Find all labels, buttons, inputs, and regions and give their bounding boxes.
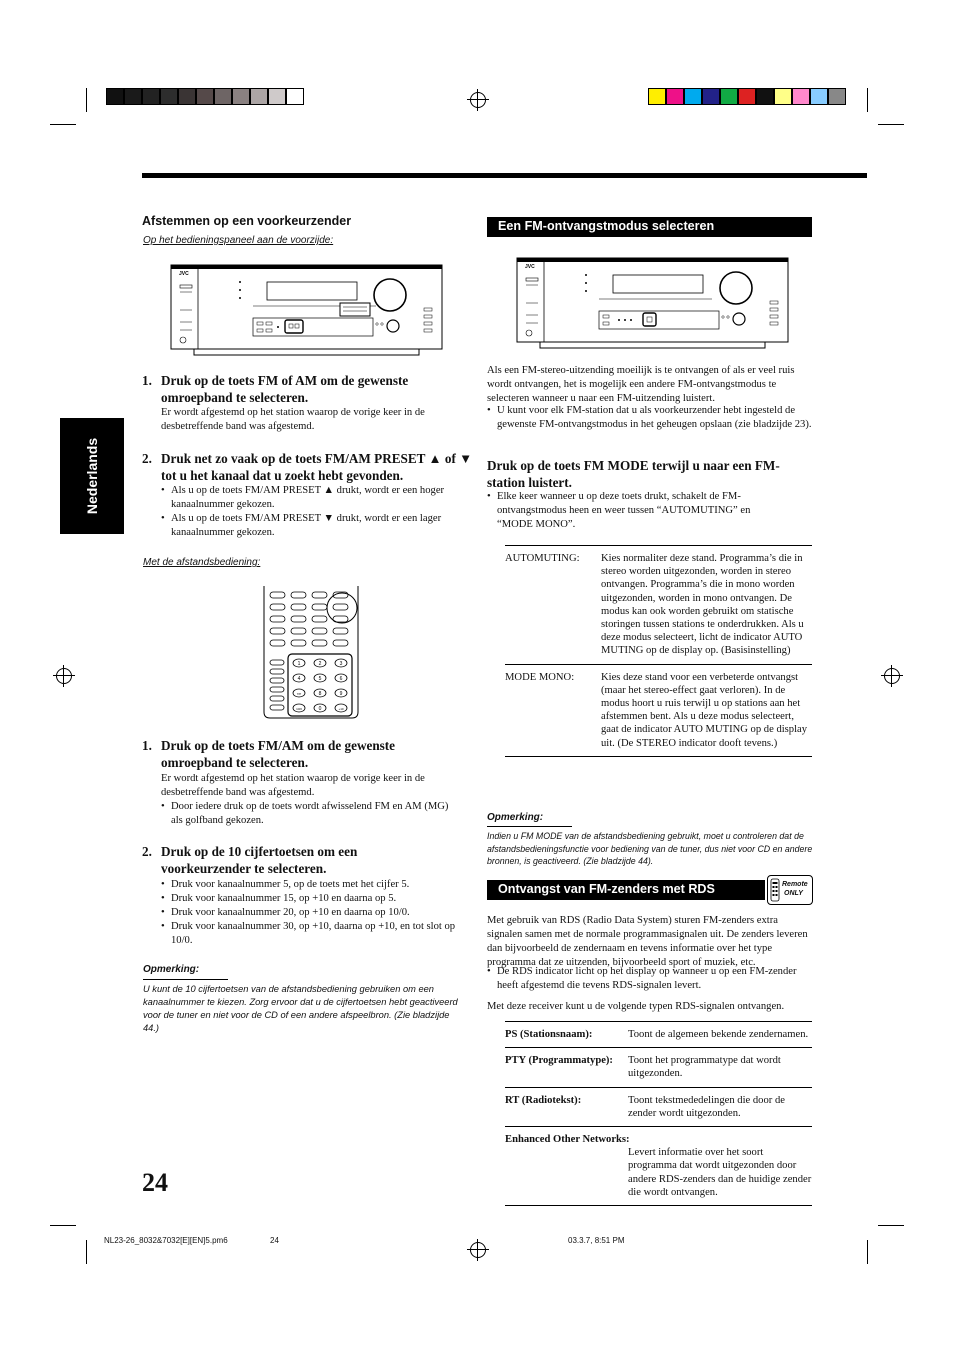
remote-number-label: +10 [338,706,344,711]
panel-label: Op het bedieningspaneel aan de voorzijde: [143,235,334,246]
remote-label: Met de afstandsbediening: [143,557,261,568]
page-number: 24 [142,1168,168,1197]
rds-types-intro: Met deze receiver kunt u de volgende typen RDS-signalen ontvangen. [487,1001,785,1012]
footer-page: 24 [270,1236,279,1245]
rds-value: Levert informatie over het soort programma dat wordt uitgezonden door andere RDS-zenders dan de huidige zender die wordt ontvangen. [628,1147,812,1198]
table-row [505,1087,812,1126]
color-swatch [738,88,756,105]
bullet-item: • Elke keer wanneer u op deze toets drukt, schakelt de FM-ontvangstmodus heen en weer tussen “AUTOMUTING” en “MODE MONO”. [487,490,787,532]
color-swatch [720,88,738,105]
color-swatch [774,88,792,105]
remote-button [291,592,306,598]
language-tab-label: Nederlands [84,437,100,515]
remote-number-label: 1 [297,660,301,667]
section-heading: Afstemmen op een voorkeurzender [142,214,352,228]
rds-key: RT (Radiotekst): [505,1094,582,1106]
bullet-item: • Druk voor kanaalnummer 5, op de toets met het cijfer 5. [161,878,461,892]
remote-button [270,669,284,674]
note-text: Indien u FM MODE van de afstandsbediening gebruikt, moet u controleren dat de afstandsbedieningsfunctie voor bediening van de tuner, dus niet voor CD en andere bronnen, is geactiveerd. (Zie bladzijde 44). [487,831,813,866]
rds-key: PS (Stationsnaam): [505,1029,593,1040]
color-swatch [124,88,142,105]
color-swatch [142,88,160,105]
bullet-item: • Als u op de toets FM/AM PRESET ▼ drukt, wordt er een lager kanaalnummer gekozen. [161,512,461,540]
bullet-item: • Als u op de toets FM/AM PRESET ▲ drukt, wordt er een hoger kanaalnummer gekozen. [161,484,461,512]
step-number: 1. [142,738,152,753]
remote-button [312,616,327,622]
table-row [505,1048,812,1087]
rds-enhanced-cell [505,1127,812,1206]
note-rule [143,979,228,980]
mode-value: Kies normaliter deze stand. Programma’s die in stereo worden uitgezonden, worden in stereo ontvangen. Programma’s die in mono worden uitgezonden, worden in mono ontvangen. De modus kan ook worden gebruikt om statische storingen tussen stations te onderdrukken. Als u deze modus selecteert, licht de indicator AUTO MUTING op de display op. (Basisinstelling) [601,553,804,657]
svg-text:JVC: JVC [525,264,535,270]
table-row [505,1022,812,1048]
footer-datetime: 03.3.7, 8:51 PM [568,1236,625,1245]
color-swatch [232,88,250,105]
remote-button [291,628,306,634]
mode-value: Kies deze stand voor een verbeterde ontvangst (maar het stereo-effect gaat verloren). In de modus hoort u ruis terwijl u op stations aan het afstemmen bent. Als u deze modus selecteert, gaat de indicator AUTO MUTING op de display uit. (De STEREO indicator dooft tevens.) [601,671,808,749]
color-swatch [196,88,214,105]
step-number: 2. [142,451,152,466]
remote-button [291,604,306,610]
step-bullets [161,800,461,828]
fm-mode-table [505,545,812,757]
remote-button [270,592,285,598]
rds-bullets [487,965,807,993]
remote-number-label: 0 [318,705,322,712]
step-title: Druk op de toets FM/AM om de gewenste omroepband te selecteren. [161,738,396,770]
color-swatch [684,88,702,105]
remote-button [270,678,284,683]
rds-value: Toont de algemeen bekende zendernamen. [628,1029,809,1040]
remote-number-label: 9 [339,690,343,697]
bullet-item: • De RDS indicator licht op het display op wanneer u op een FM-zender heeft afgestemd die tevens RDS-signalen levert. [487,965,807,993]
remote-number-label: 5 [318,675,322,682]
rds-key: PTY (Programmatype): [505,1055,613,1067]
color-swatch [702,88,720,105]
rds-value: Toont het programmatype dat wordt uitgezonden. [628,1055,781,1080]
remote-number-label: 6 [339,675,343,682]
receiver-front-panel-illustration [516,255,790,353]
note-heading: Opmerking: [487,812,544,823]
step-bullets [161,878,461,948]
step-title: Druk op de 10 cijfertoetsen om een voorkeurzender te selecteren. [161,844,358,876]
remote-button [270,687,284,692]
rds-value: Toont tekstmededelingen die door de zender wordt uitgezonden. [628,1094,785,1119]
remote-button [333,604,348,610]
remote-button [270,660,284,665]
footer-file: NL23-26_8032&7032[E][EN]5.pm6 [104,1236,228,1245]
note-rule [487,826,572,827]
section-banner-fm-mode [487,217,812,237]
note-text: U kunt de 10 cijfertoetsen van de afstandsbediening gebruiken om een kanaalnummer te kiezen. Zorg ervoor dat u de cijfertoetsen hebt geactiveerd voor de tuner en niet voor de CD of een andere afspeelbron. (Zie bladzijde 44.) [143,984,458,1033]
color-swatch [756,88,774,105]
registration-mark-top [470,92,486,108]
remote-number-label: 2 [318,660,322,667]
color-swatch [214,88,232,105]
section-banner-rds [487,880,765,900]
fm-mode-step-title: Druk op de toets FM MODE terwijl u naar een FM-station luistert. [487,458,780,490]
remote-button [270,628,285,634]
remote-only-badge [767,875,813,905]
language-tab [60,418,124,534]
remote-button [291,640,306,646]
color-swatch [792,88,810,105]
step-title: Druk net zo vaak op de toets FM/AM PRESET ▲ of ▼ tot u het kanaal dat u zoekt hebt gevonden. [161,451,473,483]
step-1-remote [142,737,462,773]
color-swatch [160,88,178,105]
bullet-item: • Druk voor kanaalnummer 15, op +10 en daarna op 5. [161,892,461,906]
rds-intro: Met gebruik van RDS (Radio Data System) sturen FM-zenders extra signalen samen met de normale programmasignalen uit. De zenders leveren dan bijvoorbeeld de zendernaam en tevens informatie over het type programma dat ze uitzenden, bijvoorbeeld sport of muziek, etc. [487,915,808,968]
remote-number-label: 3 [339,660,343,667]
step-title: Druk op de toets FM of AM om de gewenste omroepband te selecteren. [161,373,409,405]
remote-button [333,628,348,634]
mode-key: AUTOMUTING: [505,553,580,564]
remote-button [333,640,348,646]
remote-button [270,616,285,622]
color-swatch [178,88,196,105]
remote-button [270,696,284,701]
remote-button [270,705,284,710]
remote-button [270,640,285,646]
color-swatch [648,88,666,105]
remote-only-text: ONLY [784,890,803,897]
step-1-panel [142,372,462,408]
rds-key: Enhanced Other Networks: [505,1134,630,1146]
remote-number-label: 7/P [296,691,302,696]
color-swatch [828,88,846,105]
remote-only-text: Remote [782,881,808,888]
step-bullets [161,484,461,540]
note-heading: Opmerking: [143,964,200,975]
remote-button [270,604,285,610]
registration-mark-bottom [470,1242,486,1258]
remote-button [312,592,327,598]
step-number: 2. [142,844,152,859]
remote-icon [770,878,780,902]
remote-number-label: 4 [297,675,301,682]
bullet-item: • U kunt voor elk FM-station dat u als voorkeurzender hebt ingesteld de gewenste FM-ontvangstmodus in het geheugen opslaan (zie bladzijde 23). [487,404,812,432]
fm-mode-intro-bullets [487,404,812,432]
receiver-front-panel-illustration [170,262,444,360]
color-swatch [810,88,828,105]
step-number: 1. [142,373,152,388]
color-swatch [286,88,304,105]
color-swatch [268,88,286,105]
table-row [505,664,812,756]
fm-mode-intro: Als een FM-stereo-uitzending moeilijk is te ontvangen of als er veel ruis wordt ontvangen, het is mogelijk een andere FM-ontvangstmodus te selecteren wanneer u naar een FM-uitzending luistert. [487,365,795,404]
bullet-item: • Druk voor kanaalnummer 30, op +10, daarna op +10, en tot slot op 10/0. [161,920,461,948]
step-body: Er wordt afgestemd op het station waarop de vorige keer in de desbetreffende band was afgestemd. [161,773,425,798]
remote-number-label: 8 [318,690,322,697]
header-rule [142,173,867,178]
fm-mode-step-bullets [487,490,787,532]
table-row [505,1127,812,1206]
bullet-item: • Door iedere druk op de toets wordt afwisselend FM en AM (MG) als golfband gekozen. [161,800,461,828]
table-row [505,546,812,665]
step-2-remote [142,843,462,879]
step-2-panel [142,450,472,486]
banner-title: Een FM-ontvangstmodus selecteren [498,219,715,233]
remote-button [291,616,306,622]
remote-button [312,628,327,634]
bullet-item: • Druk voor kanaalnummer 20, op +10 en daarna op 10/0. [161,906,461,920]
rds-types-table [505,1021,812,1206]
color-swatch [106,88,124,105]
mode-key: MODE MONO: [505,671,575,683]
registration-mark-left [56,668,72,684]
banner-title: Ontvangst van FM-zenders met RDS [498,882,715,896]
remote-number-label: 10/0 [296,706,302,711]
color-swatch [250,88,268,105]
remote-control-illustration [262,586,362,720]
remote-button [312,640,327,646]
color-swatch [666,88,684,105]
step-body: Er wordt afgestemd op het station waarop de vorige keer in de desbetreffende band was afgestemd. [161,407,425,432]
remote-button [312,604,327,610]
svg-text:JVC: JVC [179,271,189,277]
registration-mark-right [884,668,900,684]
